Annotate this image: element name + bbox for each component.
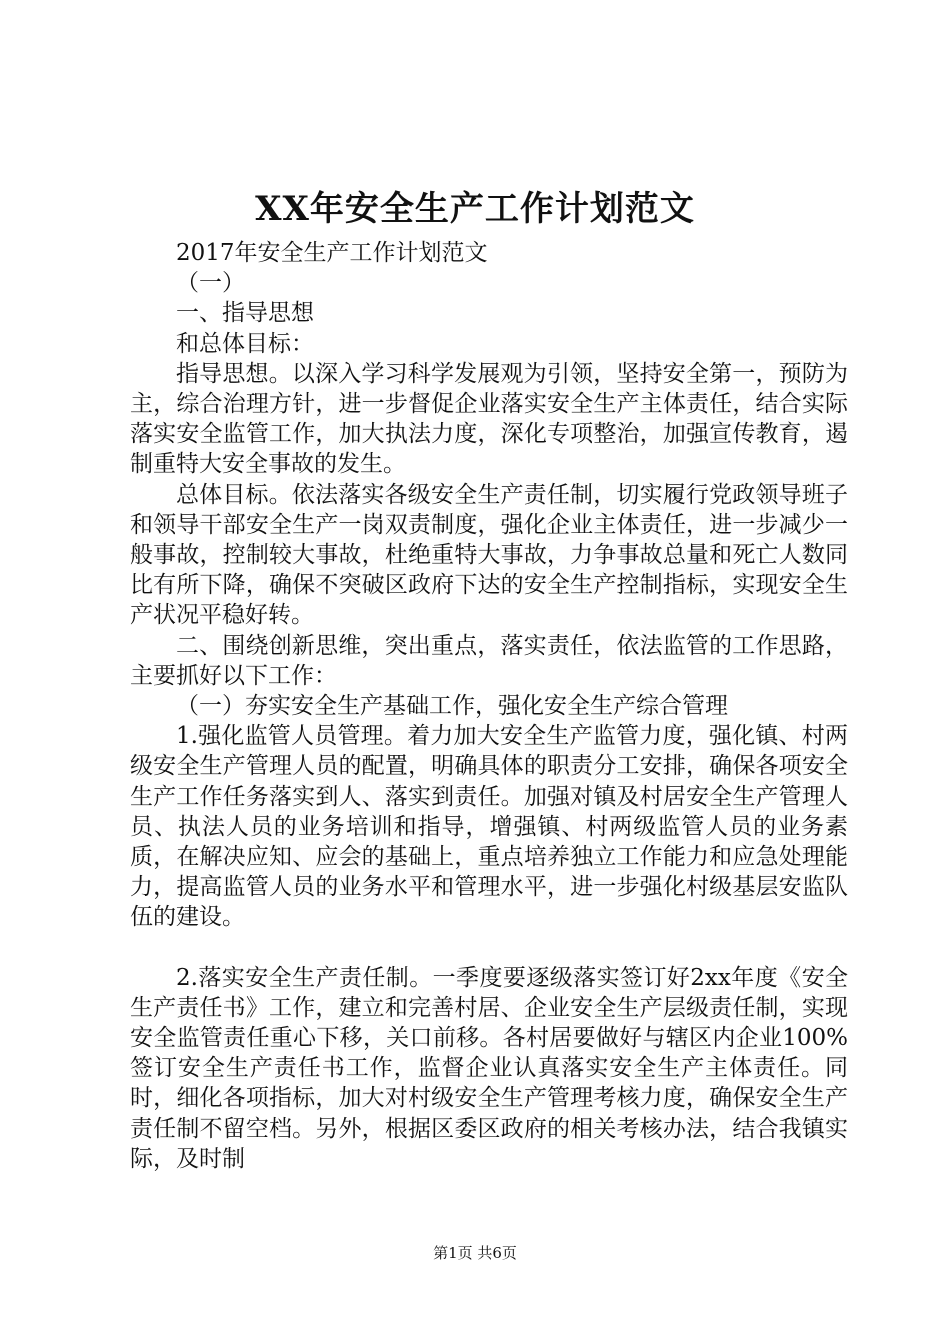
paragraph-heading-overall-goal: 和总体目标：: [176, 330, 314, 357]
paragraph-subsection-one: （一）夯实安全生产基础工作，强化安全生产综合管理: [176, 693, 728, 720]
document-title: XX年安全生产工作计划范文: [255, 189, 695, 229]
document-body: [130, 238, 848, 1174]
page-footer: 第1页 共6页: [433, 1244, 517, 1262]
paragraph-overall-goal: 总体目标。依法落实各级安全生产责任制，切实履行党政领导班子和领导干部安全生产一岗双责制度，强化企业主体责任，进一步减少一般事故，控制较大事故，杜绝重特大事故，力争事故总量和死亡人数同比有所下降，确保不突破区政府下达的安全生产控制指标，实现安全生产状况平稳好转。: [130, 481, 848, 629]
paragraph-heading-guiding-idea: 一、指导思想: [176, 300, 314, 327]
paragraph-section-marker: （一）: [176, 270, 245, 297]
paragraph-guiding-idea: 指导思想。以深入学习科学发展观为引领，坚持安全第一，预防为主，综合治理方针，进一步督促企业落实安全生产主体责任，结合实际落实安全监管工作，加大执法力度，深化专项整治，加强宣传教育，遏制重特大安全事故的发生。: [130, 360, 848, 478]
paragraph-item-one: 1.强化监管人员管理。着力加大安全生产监管力度，强化镇、村两级安全生产管理人员的配置，明确具体的职责分工安排，确保各项安全生产工作任务落实到人、落实到责任。加强对镇及村居安全生产管理人员、执法人员的业务培训和指导，增强镇、村两级监管人员的业务素质，在解决应知、应会的基础上，重点培养独立工作能力和应急处理能力，提高监管人员的业务水平和管理水平，进一步强化村级基层安监队伍的建设。: [130, 723, 848, 931]
paragraph-item-two: 2.落实安全生产责任制。一季度要逐级落实签订好2xx年度《安全生产责任书》工作，建立和完善村居、企业安全生产层级责任制，实现安全监管责任重心下移，关口前移。各村居要做好与辖区内企业100%签订安全生产责任书工作，监督企业认真落实安全生产主体责任。同时，细化各项指标，加大对村级安全生产管理考核力度，确保安全生产责任制不留空档。另外，根据区委区政府的相关考核办法，结合我镇实际，及时制: [130, 964, 848, 1172]
paragraph-subtitle: 2017年安全生产工作计划范文: [176, 240, 488, 266]
paragraph-section-two: 二、围绕创新思维，突出重点，落实责任，依法监管的工作思路，主要抓好以下工作：: [130, 632, 848, 689]
paragraph-spacer: [130, 933, 848, 963]
